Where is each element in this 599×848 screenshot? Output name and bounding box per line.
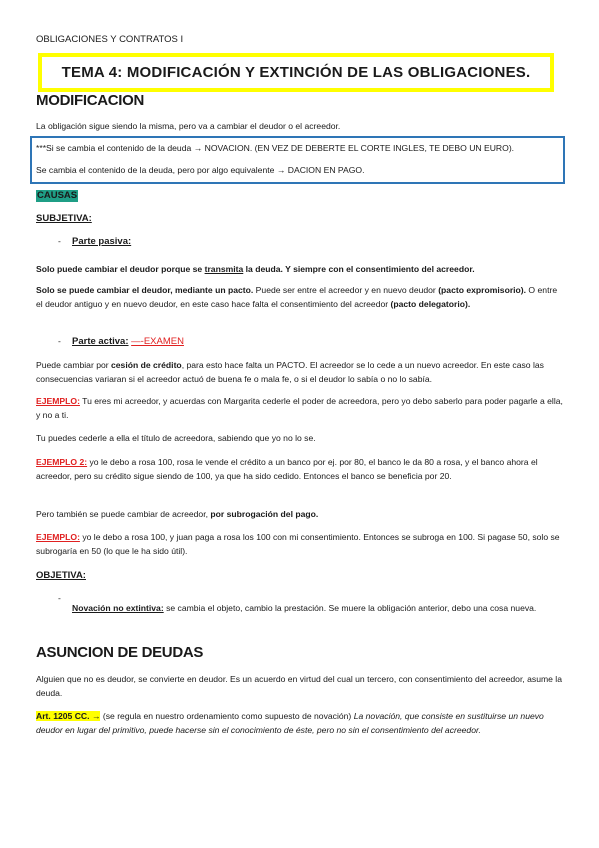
text: (pacto expromisorio).	[438, 285, 527, 295]
text: se cambia el objeto, cambio la prestación. Se muere la obligación anterior, debo una cosa nueva.	[163, 602, 537, 613]
bullet-dash: -	[58, 236, 61, 246]
text: Puede cambiar por	[36, 360, 111, 370]
title-box	[38, 53, 554, 92]
examen-note: —-EXAMEN	[131, 336, 184, 347]
paragraph-activa-1	[36, 358, 564, 386]
paragraph-ejemplo-2	[36, 455, 564, 483]
text: Novación no extintiva:	[72, 602, 164, 613]
article-ref: Art. 1205 CC. →	[36, 711, 101, 721]
text: yo le debo a rosa 100, rosa le vende el crédito a un banco por ej. por 80, el banco le da 80 a rosa, y el banco ahora el acreedor, pero su crédito sigue siendo de 100, ya que ha sido cedido. Entonces el banco se beneficia por 20.	[36, 457, 538, 481]
causas-label: CAUSAS	[37, 190, 78, 201]
heading-modificacion: MODIFICACION	[36, 92, 145, 109]
subjetiva-heading: SUBJETIVA:	[36, 213, 92, 224]
paragraph-ejemplo-3	[36, 530, 564, 558]
text: transmita	[204, 264, 244, 274]
text: EJEMPLO 2:	[36, 457, 88, 467]
text: Pero también se puede cambiar de acreedor,	[36, 509, 211, 519]
text: Solo se puede cambiar el deudor, mediante un pacto.	[36, 285, 254, 295]
text: EJEMPLO:	[36, 396, 80, 406]
paragraph-ejemplo-1	[36, 394, 564, 422]
text: Parte activa:	[72, 336, 129, 347]
paragraph-asuncion: Alguien que no es deudor, se convierte en deudor. Es un acuerdo en virtud del cual un tercero, con consentimiento del acreedor, asume la deuda.	[36, 674, 562, 698]
note-line-novacion: ***Si se cambia el contenido de la deuda → NOVACION. (EN VEZ DE DEBERTE EL CORTE INGLES, TE DEBO UN EURO).	[36, 143, 515, 153]
paragraph-cede: Tu puedes cederle a ella el título de acreedora, sabiendo que yo no lo se.	[36, 433, 316, 443]
text: Puede ser entre el acreedor y en nuevo deudor	[253, 285, 439, 295]
note-line-dacion: Se cambia el contenido de la deuda, pero por algo equivalente → DACION EN PAGO.	[36, 165, 365, 175]
text: la deuda. Y siempre con el consentimiento del acreedor.	[243, 264, 475, 274]
paragraph-articulo	[36, 709, 564, 737]
heading-asuncion: ASUNCION DE DEUDAS	[36, 644, 204, 661]
objetiva-heading: OBJETIVA:	[36, 570, 86, 581]
text: (pacto delegatorio).	[390, 299, 471, 309]
text: (se regula en nuestro ordenamiento como supuesto de novación)	[100, 711, 354, 721]
document-header: OBLIGACIONES Y CONTRATOS I	[36, 34, 184, 45]
parte-pasiva-heading: Parte pasiva:	[72, 236, 132, 247]
text: por subrogación del pago.	[210, 509, 319, 519]
text: cesión de crédito	[111, 360, 182, 370]
page-title: TEMA 4: MODIFICACIÓN Y EXTINCIÓN DE LAS OBLIGACIONES.	[61, 64, 531, 81]
text: yo le debo a rosa 100, y juan paga a rosa los 100 con mi consentimiento. Entonces se subroga en 100. Si pagase 50, solo se subrogaría en 50 (lo que le ha sido útil).	[36, 532, 560, 556]
text: O entre el deudor antiguo y en nuevo deudor, en este caso hace falta el consentimiento del acreedor	[36, 285, 558, 309]
paragraph-pasiva-1	[36, 262, 564, 276]
bullet-dash: -	[58, 593, 61, 603]
text: , para esto hace falta un PACTO. El acreedor se lo cede a un nuevo acreedor. En este caso las consecuencias variaran si el acreedor actuó de buena fe o mala fe, o si el deudor lo sabía o no lo sabía.	[36, 360, 544, 384]
bullet-dash: -	[58, 336, 61, 346]
article-quote: La novación, que consiste en sustituirse un nuevo deudor en lugar del primitivo, puede hacerse sin el conocimiento de éste, pero no sin el consentimiento del acreedor.	[36, 711, 544, 735]
parte-activa-heading	[72, 335, 562, 349]
text: EJEMPLO:	[36, 532, 80, 542]
paragraph-intro: La obligación sigue siendo la misma, pero va a cambiar el deudor o el acreedor.	[36, 121, 341, 131]
text: Tu eres mi acreedor, y acuerdas con Margarita cederle el poder de acreedora, pero yo debo saberlo para poder pagarle a ella, y no a ti.	[36, 396, 563, 420]
paragraph-novacion	[72, 601, 562, 615]
paragraph-subrogacion	[36, 507, 564, 521]
text: Solo puede cambiar el deudor porque se	[36, 264, 205, 274]
paragraph-pasiva-2	[36, 283, 564, 311]
